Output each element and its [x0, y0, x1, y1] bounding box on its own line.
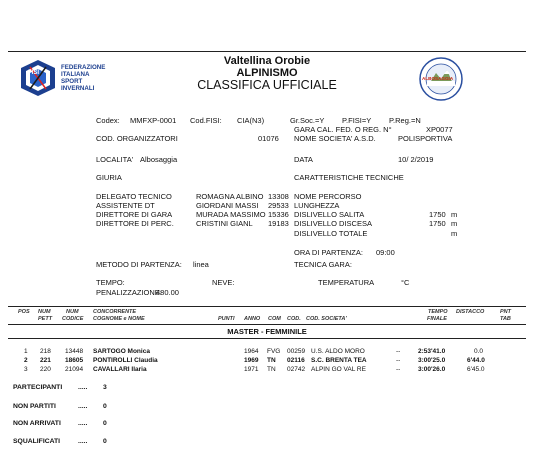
row-codice: 18605	[65, 357, 84, 364]
fisi-badge-text: FISI	[28, 70, 40, 76]
temperatura-label: TEMPERATURA	[318, 278, 375, 287]
top-rule	[8, 51, 526, 52]
gara-cal-label: GARA CAL. FED. O REG. N°	[294, 125, 392, 134]
row-codice: 21094	[65, 366, 84, 373]
row-cod: 02742	[287, 366, 306, 373]
row-pos: 3	[24, 366, 28, 373]
official-name-2: GIORDANI MASSI	[196, 201, 259, 210]
summary-partecipanti-label: PARTECIPANTI	[13, 384, 63, 391]
row-name: CAVALLARI Ilaria	[93, 366, 147, 373]
category-title: MASTER - FEMMINILE	[227, 327, 307, 336]
summary-squalificati-value: 0	[103, 438, 107, 445]
official-role-2: ASSISTENTE DT	[96, 201, 155, 210]
row-anno: 1969	[244, 357, 259, 364]
summary-non-partiti-dots: .....	[78, 403, 88, 410]
row-pett: 218	[40, 348, 51, 355]
category-rule	[8, 338, 526, 339]
official-role-4: DIRETTORE DI PERC.	[96, 219, 174, 228]
row-codice: 13448	[65, 348, 84, 355]
fisi-line-2: ITALIANA	[61, 71, 90, 78]
col-anno: ANNO	[244, 316, 261, 322]
tech-value-4: 1750	[429, 219, 446, 228]
table-row	[0, 348, 534, 357]
official-code-1: 13308	[268, 192, 289, 201]
row-punti: --	[396, 348, 401, 355]
tech-label-3: DISLIVELLO SALITA	[294, 210, 365, 219]
metodo-value: linea	[193, 260, 209, 269]
pfisi: P.FISI=Y	[342, 116, 372, 125]
tempo-label: TEMPO:	[96, 278, 125, 287]
fisi-line-3: SPORT	[61, 78, 83, 85]
row-cod: 02116	[287, 357, 305, 364]
row-tempo: 3:00'26.0	[418, 366, 446, 373]
row-pos: 2	[24, 357, 28, 364]
table-row	[0, 366, 534, 375]
cod-org-label: COD. ORGANIZZATORI	[96, 134, 178, 143]
codfisi-label: Cod.FISI:	[190, 116, 222, 125]
penalizzazione-label: PENALIZZAZIONE:	[96, 288, 162, 297]
row-distacco: 6'45.0	[467, 366, 485, 373]
col-num-codice-1: NUM	[66, 309, 79, 315]
col-concorrente-2: COGNOME e NOME	[93, 316, 145, 322]
col-tempo-2: FINALE	[427, 316, 447, 322]
row-distacco: 6'44.0	[467, 357, 485, 364]
official-code-2: 29533	[268, 201, 289, 210]
gara-cal-value: XP0077	[426, 125, 453, 134]
classification-title: CLASSIFICA UFFICIALE	[197, 78, 337, 92]
summary-non-arrivati-value: 0	[103, 420, 107, 427]
official-name-4: CRISTINI GIANL	[196, 219, 253, 228]
cod-org-value: 01076	[258, 134, 279, 143]
col-tempo-1: TEMPO	[428, 309, 448, 315]
table-header-top-rule	[8, 306, 526, 307]
row-com: FVG	[267, 348, 281, 355]
col-cod: COD.	[287, 316, 301, 322]
row-cod: 00259	[287, 348, 306, 355]
row-pett: 221	[40, 357, 51, 364]
col-pos: POS	[18, 309, 30, 315]
col-societa: COD. SOCIETA'	[306, 316, 347, 322]
tech-unit-5: m	[451, 229, 458, 238]
col-num-pett-2: PETT	[38, 316, 53, 322]
row-name: PONTIROLLI Claudia	[93, 357, 158, 364]
discipline: ALPINISMO	[236, 67, 298, 79]
row-name: SARTOGO Monica	[93, 348, 150, 355]
nome-soc-label: NOME SOCIETA' A.S.D.	[294, 134, 376, 143]
tech-value-3: 1750	[429, 210, 446, 219]
official-name-1: ROMAGNA ALBINO	[196, 192, 264, 201]
tecnica-label: TECNICA GARA:	[294, 260, 352, 269]
tech-unit-4: m	[451, 219, 458, 228]
col-punti: PUNTI	[218, 316, 235, 322]
temperatura-unit: °C	[401, 278, 410, 287]
row-punti: --	[396, 366, 401, 373]
codex-value: MMFXP-0001	[130, 116, 177, 125]
event-name: Valtellina Orobie	[223, 55, 311, 67]
nome-soc-value: POLISPORTIVA	[398, 134, 453, 143]
row-societa: ALPIN GO VAL RE	[311, 366, 366, 373]
data-label: DATA	[294, 155, 313, 164]
metodo-label: METODO DI PARTENZA:	[96, 260, 182, 269]
data-value: 10/ 2/2019	[398, 155, 434, 164]
row-pett: 220	[40, 366, 51, 373]
official-role-3: DIRETTORE DI GARA	[96, 210, 173, 219]
summary-non-arrivati-label: NON ARRIVATI	[13, 420, 61, 427]
tech-unit-3: m	[451, 210, 458, 219]
row-societa: U.S. ALDO MORO	[311, 348, 365, 355]
tech-label-2: LUNGHEZZA	[294, 201, 340, 210]
col-num-pett-1: NUM	[38, 309, 51, 315]
table-header-bottom-rule	[8, 324, 526, 325]
summary-non-partiti-label: NON PARTITI	[13, 403, 56, 410]
col-pnt-1: PNT	[500, 309, 511, 315]
row-pos: 1	[24, 348, 28, 355]
official-role-1: DELEGATO TECNICO	[96, 192, 172, 201]
summary-non-partiti-value: 0	[103, 403, 107, 410]
row-tempo: 3:00'25.0	[418, 357, 446, 364]
summary-squalificati-label: SQUALIFICATI	[13, 438, 61, 445]
fisi-line-1: FEDERAZIONE	[61, 64, 106, 71]
col-pnt-2: TAB	[500, 316, 511, 322]
tech-label-1: NOME PERCORSO	[294, 192, 362, 201]
fisi-line-4: INVERNALI	[61, 85, 95, 92]
ora-partenza-label: ORA DI PARTENZA:	[294, 248, 363, 257]
row-punti: --	[396, 357, 401, 364]
row-anno: 1964	[244, 348, 259, 355]
caratteristiche-label: CARATTERISTICHE TECNICHE	[294, 173, 404, 182]
codex-label: Codex:	[96, 116, 120, 125]
col-distacco: DISTACCO	[456, 309, 485, 315]
row-com: TN	[267, 366, 276, 373]
row-societa: S.C. BRENTA TEA	[311, 357, 367, 364]
col-concorrente-1: CONCORRENTE	[93, 309, 137, 315]
summary-partecipanti-dots: .....	[78, 384, 88, 391]
row-anno: 1971	[244, 366, 259, 373]
official-code-3: 15336	[268, 210, 289, 219]
localita-value: Albosaggia	[140, 155, 178, 164]
tech-label-4: DISLIVELLO DISCESA	[294, 219, 372, 228]
penalizzazione-value: 480.00	[156, 288, 179, 297]
codfisi-value: CIA(N3)	[237, 116, 265, 125]
row-distacco: 0.0	[474, 348, 484, 355]
preg: P.Reg.=N	[389, 116, 421, 125]
official-code-4: 19183	[268, 219, 289, 228]
col-num-codice-2: CODICE	[62, 316, 84, 322]
ora-partenza-value: 09:00	[376, 248, 395, 257]
grsoc: Gr.Soc.=Y	[290, 116, 325, 125]
localita-label: LOCALITA'	[96, 155, 134, 164]
neve-label: NEVE:	[212, 278, 235, 287]
row-tempo: 2:53'41.0	[418, 348, 446, 355]
club-logo-text: ALBOSAGGIA	[422, 76, 454, 81]
col-com: COM	[268, 316, 281, 322]
summary-squalificati-dots: .....	[78, 438, 88, 445]
tech-label-5: DISLIVELLO TOTALE	[294, 229, 368, 238]
row-com: TN	[267, 357, 276, 364]
table-row	[0, 357, 534, 366]
summary-non-arrivati-dots: .....	[78, 420, 88, 427]
official-name-3: MURADA MASSIMO	[196, 210, 266, 219]
summary-partecipanti-value: 3	[103, 384, 107, 391]
giuria-label: GIURIA	[96, 173, 122, 182]
